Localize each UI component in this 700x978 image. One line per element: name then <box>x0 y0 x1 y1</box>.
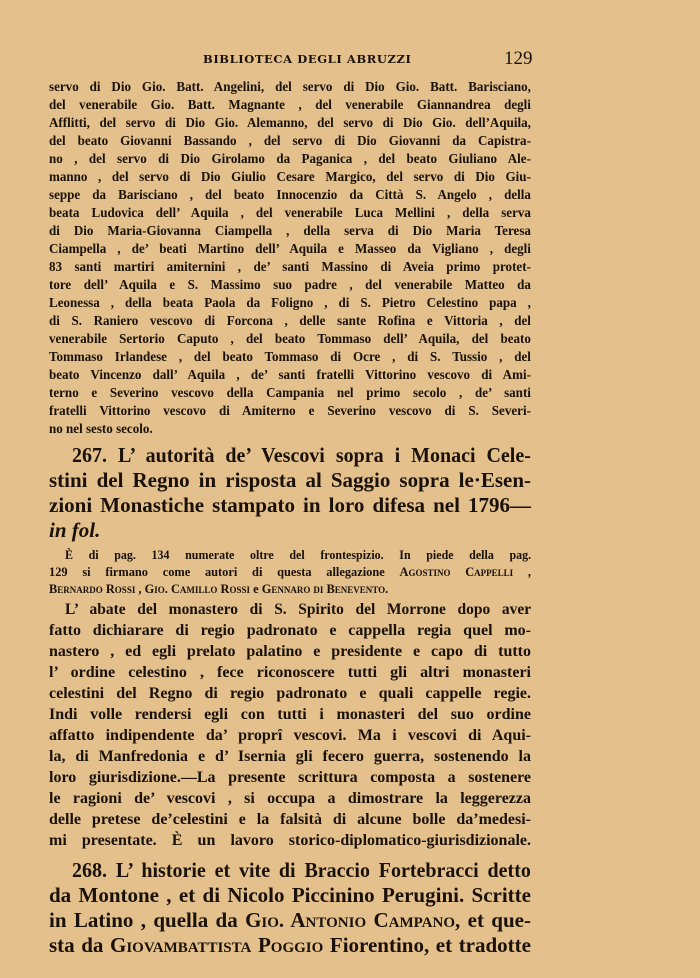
text-line: no , del servo di Dio Girolamo da Paganica , del beato Giuliano Ale- <box>49 151 531 166</box>
author-name: Bernardo Rossi <box>49 582 136 596</box>
running-title: BIBLIOTECA DEGLI ABRUZZI <box>203 52 412 66</box>
text-line: Indi volle rendersi egli con tutti i monasteri del suo ordine <box>49 706 531 723</box>
text-line: le ragioni de’ vescovi , si occupa a dimostrare la leggerezza <box>49 790 531 807</box>
entry-title-line: da Montone , et di Nicolo Piccinino Perugini. Scritte <box>49 883 531 907</box>
entry-title-line: stini del Regno in risposta al Saggio sopra le·Esen- <box>49 468 531 492</box>
entry-title-line: sta da Giovambattista Poggio Fiorentino, et tradotte <box>49 933 531 957</box>
text-line: servo di Dio Gio. Batt. Angelini, del servo di Dio Gio. Batt. Barisciano, <box>49 79 531 94</box>
text-line: Tommaso Irlandese , del beato Tommaso di Ocre , di S. Tussio , del <box>49 349 531 364</box>
author-name: Agostino Cappelli , <box>399 565 531 579</box>
author-name: Gennaro di Benevento. <box>261 582 389 596</box>
author-name: Giovambattista <box>110 933 252 957</box>
running-head <box>0 48 700 72</box>
text-line: seppe da Barisciano , del beato Innocenzio da Città S. Angelo , della <box>49 187 531 202</box>
text-line: mi presentate. È un lavoro storico-diplomatico-giurisdizionale. <box>49 832 531 849</box>
text-line: del venerabile Gio. Batt. Magnante , del venerabile Giannandrea degli <box>49 97 531 112</box>
text-line: 83 santi martiri amiternini , de’ santi Massino di Aveia primo protet- <box>49 259 531 274</box>
page-number: 129 <box>504 48 533 69</box>
note-line: Bernardo Rossi , Gio. Camillo Rossi e Gennaro di Benevento. <box>49 582 389 596</box>
text-line: di S. Raniero vescovo di Forcona , delle sante Rofina e Vittoria , del <box>49 313 531 328</box>
text-line: affatto indipendente da’ proprî vescovi. Ma i vescovi di Aqui- <box>49 727 531 744</box>
entry-title-line: zioni Monastiche stampato in loro difesa nel 1796— <box>49 493 531 517</box>
text-line: l’ ordine celestino , fece riconoscere tutti gli altri monasteri <box>49 664 531 681</box>
text-line: la, di Manfredonia e d’ Isernia gli fecero guerra, sostenendo la <box>49 748 531 765</box>
text-line: tore dell’ Aquila e S. Massimo suo padre , del venerabile Matteo da <box>49 277 531 292</box>
text-line: celestini del Regno di regio padronato e quali cappelle regie. <box>49 685 531 702</box>
text-line: no nel sesto secolo. <box>49 421 153 436</box>
text-line: terno e Severino vescovo della Campania nel primo secolo , de’ santi <box>49 385 531 400</box>
text-line: del beato Giovanni Bassando , del servo di Dio Giovanni da Capistra- <box>49 133 531 148</box>
text-line: beata Ludovica dell’ Aquila , del venerabile Luca Mellini , della serva <box>49 205 531 220</box>
author-name: Gio. Antonio Campano <box>245 908 456 932</box>
text-line: fatto dichiarare di regio padronato e cappella regia quel mo- <box>49 622 531 639</box>
entry-title-line: 268. L’ historie et vite di Braccio Fortebracci detto <box>72 858 531 882</box>
text-line: Ciampella , de’ beati Martino dell’ Aquila e Masseo da Vigliano , degli <box>49 241 531 256</box>
text-line: manno , del servo di Dio Giulio Cesare Margico, del servo di Dio Giu- <box>49 169 531 184</box>
entry-title-line: 267. L’ autorità de’ Vescovi sopra i Monaci Cele- <box>72 443 531 467</box>
author-name: Gio. Camillo Rossi <box>144 582 250 596</box>
text-line: delle pretese de’celestini e la falsità di alcune bolle da’medesi- <box>49 811 531 828</box>
text-line: L’ abate del monastero di S. Spirito del Morrone dopo aver <box>65 601 532 618</box>
author-name: Poggio <box>251 933 324 957</box>
text-line: loro giurisdizione.—La presente scrittura composta a sostenere <box>49 769 531 786</box>
entry-format: in fol. <box>49 518 101 542</box>
note-line: 129 si firmano come autori di questa allegazione Agostino Cappelli , <box>49 565 531 579</box>
note-line: È di pag. 134 numerate oltre del frontespizio. In piede della pag. <box>65 548 532 562</box>
text-line: Leonessa , della beata Paola da Foligno , di S. Pietro Celestino papa , <box>49 295 531 310</box>
text-line: venerabile Sertorio Caputo , del beato Tommaso dell’ Aquila, del beato <box>49 331 531 346</box>
text-line: di Dio Maria-Giovanna Ciampella , della serva di Dio Maria Teresa <box>49 223 531 238</box>
text-line: fratelli Vittorino vescovo di Amiterno e Severino vescovo di S. Severi- <box>49 403 531 418</box>
text-line: nastero , ed egli prelato palatino e presidente e capo di tutto <box>49 643 531 660</box>
entry-title-line: in Latino , quella da Gio. Antonio Campano, et que- <box>49 908 531 932</box>
text-line: beato Vincenzo dall’ Aquila , de’ santi fratelli Vittorino vescovo di Ami- <box>49 367 531 382</box>
text-line: Afflitti, del servo di Dio Gio. Alemanno, del servo di Dio Gio. dell’Aquila, <box>49 115 531 130</box>
